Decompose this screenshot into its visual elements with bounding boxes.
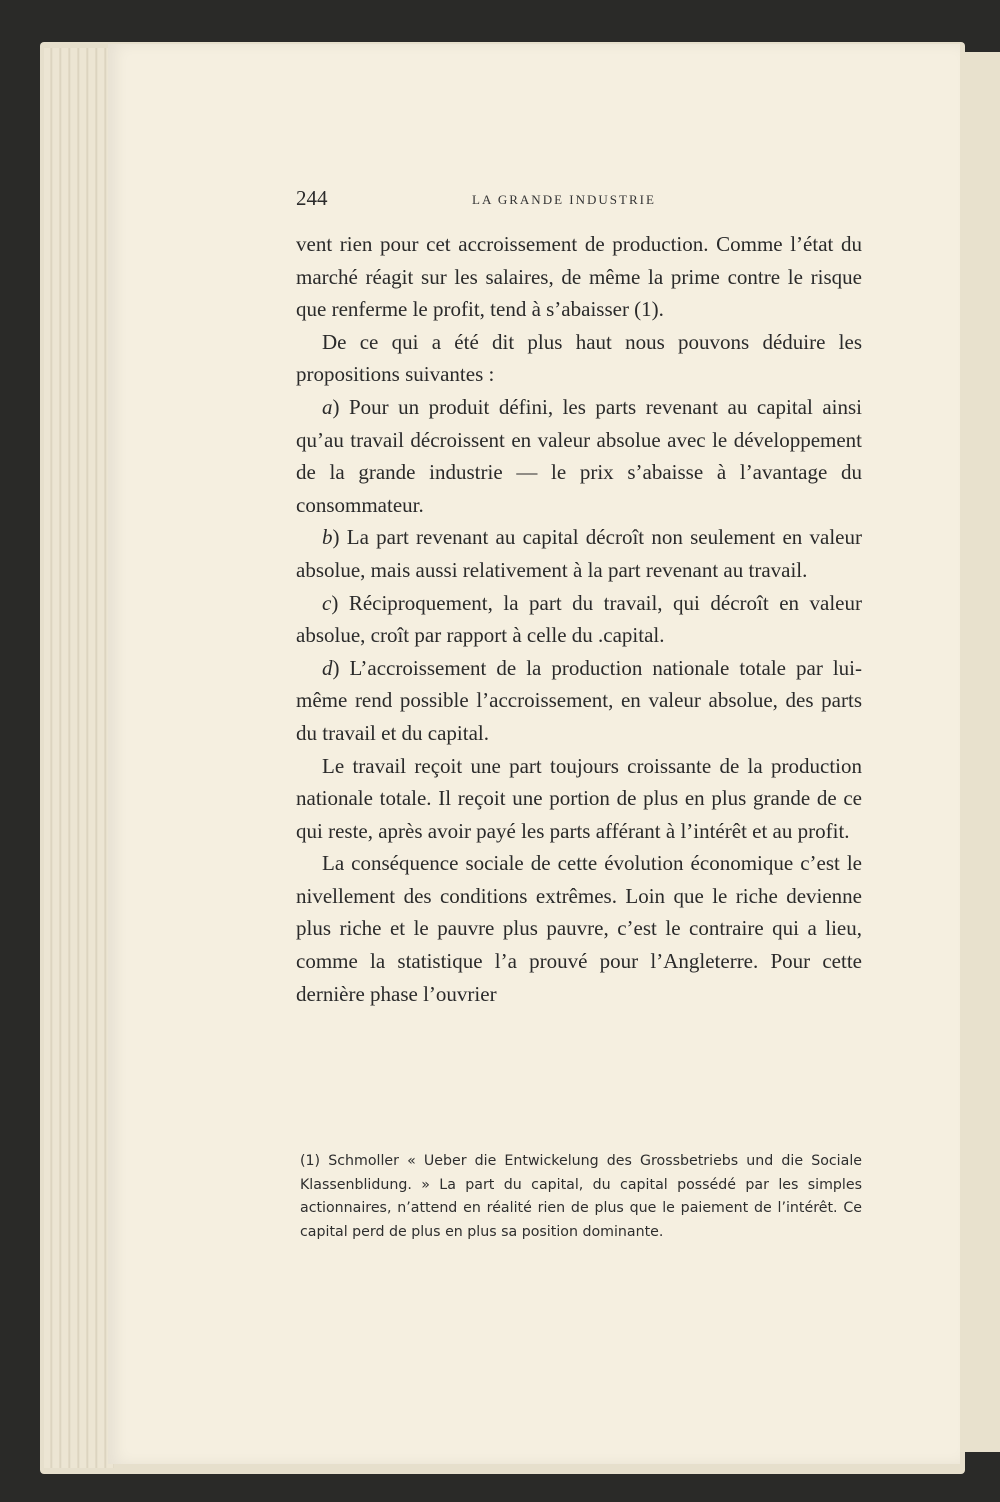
facing-page-edge: [958, 52, 1000, 1452]
main-text: [296, 228, 862, 1010]
paragraph-proposition-b: b) La part revenant au capital décroît non seulement en valeur absolue, mais aussi relativement à la part revenant au travail.: [296, 525, 862, 582]
proposition-marker-a: a: [322, 394, 333, 419]
proposition-marker-d: d: [322, 655, 333, 680]
paragraph-proposition-d: d) L’accroissement de la production nationale totale par lui-même rend possible l’accroissement, en valeur absolue, des parts du travail et du capital.: [296, 655, 862, 745]
proposition-a-text: Pour un produit défini, les parts revenant au capital ainsi qu’au travail décroissent en valeur absolue avec le développement de la grande industrie — le prix s’abaisse à l’avantage du consommateur.: [296, 394, 862, 517]
proposition-c-text: Réciproquement, la part du travail, qui décroît en valeur absolue, croît par rapport à celle du .capital.: [296, 590, 862, 648]
proposition-b-text: La part revenant au capital décroît non seulement en valeur absolue, mais aussi relativement à la part revenant au travail.: [296, 525, 862, 582]
page-edges: [44, 48, 114, 1468]
footnote: (1) Schmoller « Ueber die Entwickelung des Grossbetriebs und die Sociale Klassenblidung. » La part du capital, du capital possédé par les simples actionnaires, n’attend en réalité rien de plus que le paiement de l’intérêt. Ce capital perd de plus en plus sa position dominante.: [300, 1153, 862, 1240]
paragraph-proposition-c: c) Réciproquement, la part du travail, qui décroît en valeur absolue, croît par rapport à celle du .capital.: [296, 590, 862, 648]
page-header: [296, 186, 866, 216]
page-number: 244: [296, 186, 328, 210]
proposition-marker-c: c: [322, 590, 332, 615]
proposition-marker-b: b: [322, 525, 333, 550]
running-title: LA GRANDE INDUSTRIE: [472, 192, 656, 207]
paragraph-7: Le travail reçoit une part toujours croissante de la production nationale totale. Il reçoit une portion de plus en plus grande de ce qui reste, après avoir payé les parts afférant à l’intérêt et au profit.: [296, 753, 862, 843]
paragraph-8: La conséquence sociale de cette évolution économique c’est le nivellement des conditions extrêmes. Loin que le riche devienne plus riche et le pauvre plus pauvre, c’est le contraire qui a lieu, comme la statistique l’a prouvé pour l’Angleterre. Pour cette dernière phase l’ouvrier: [296, 851, 862, 1006]
paragraph-2: De ce qui a été dit plus haut nous pouvons déduire les propositions suivantes :: [296, 329, 862, 387]
paragraph-1: vent rien pour cet accroissement de production. Comme l’état du marché réagit sur les salaires, de même la prime contre le risque que renferme le profit, tend à s’abaisser (1).: [296, 232, 862, 322]
proposition-d-text: L’accroissement de la production nationale totale par lui-même rend possible l’accroissement, en valeur absolue, des parts du travail et du capital.: [296, 655, 862, 745]
paragraph-proposition-a: a) Pour un produit défini, les parts revenant au capital ainsi qu’au travail décroissent en valeur absolue avec le développement de la grande industrie — le prix s’abaisse à l’avantage du consommateur.: [296, 394, 862, 517]
